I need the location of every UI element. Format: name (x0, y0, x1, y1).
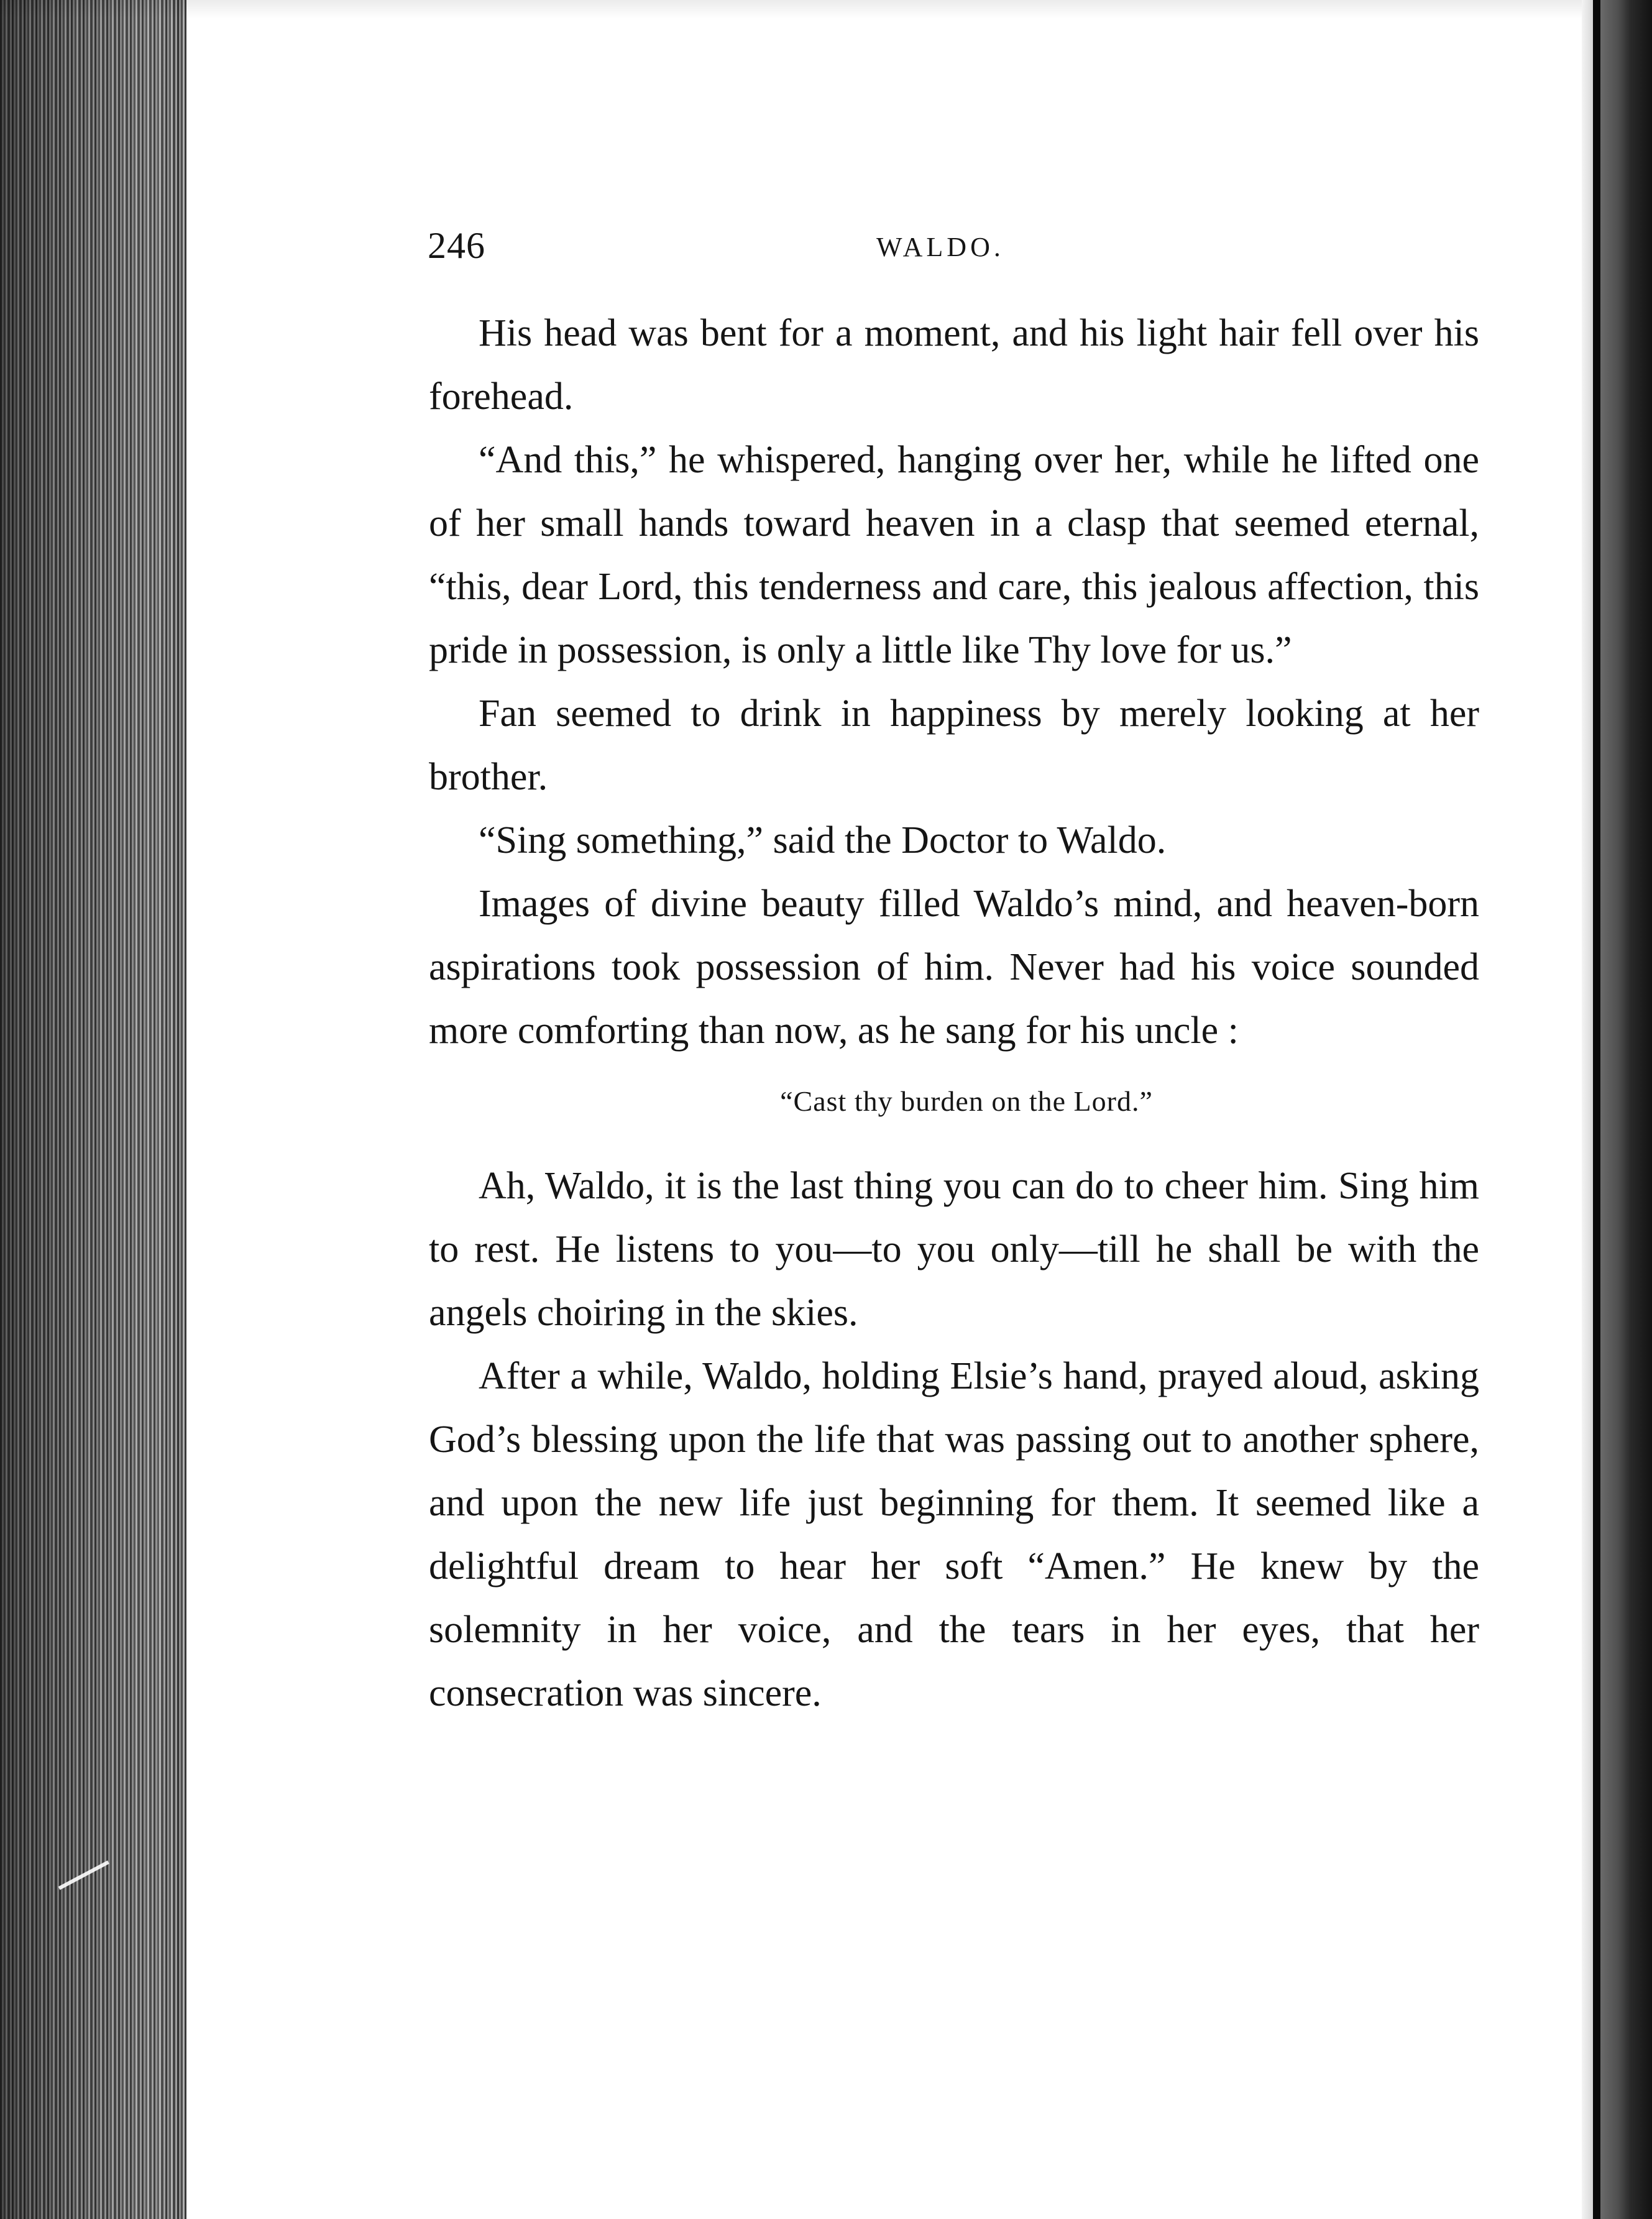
binding-gap (1582, 0, 1593, 2219)
paragraph: His head was bent for a moment, and his light hair fell over his forehead. (429, 312, 1479, 418)
page-number: 246 (428, 225, 485, 266)
top-shadow (0, 0, 1652, 19)
paragraph: Images of divine beauty filled Waldo’s mind, and heaven-born aspirations took possession of him. Never had his voice sounded more comforting than now, as he sang for his uncle : (429, 883, 1479, 1052)
paragraph: Fan seemed to drink in happiness by merely looking at her brother. (429, 692, 1479, 798)
paragraph: “And this,” he whispered, hanging over her, while he lifted one of her small hands toward heaven in a clasp that seemed eternal, “this, dear Lord, this tenderness and care, this jealous affection, this pride in possession, is only a little like Thy love for us.” (429, 439, 1479, 671)
paragraph: Ah, Waldo, it is the last thing you can do to cheer him. Sing him to rest. He listens to you—to you only—till he shall be with the angels choiring in the skies. (429, 1165, 1479, 1334)
paragraph: “Sing something,” said the Doctor to Waldo. (479, 819, 1167, 861)
paragraph: After a while, Waldo, holding Elsie’s hand, prayed aloud, asking God’s blessing upon the life that was passing out to another sphere, and upon the new life just beginning for them. It seemed like a delightful dream to hear her soft “Amen.” He knew by the solemnity in her voice, and the tears in her eyes, that her consecration was sincere. (429, 1355, 1479, 1714)
running-head (429, 221, 1479, 277)
page-content (429, 221, 1479, 1725)
page-edges-shading (0, 0, 186, 2219)
body-text (429, 301, 1479, 1725)
right-binding (1593, 0, 1652, 2219)
running-title: WALDO. (876, 232, 1004, 262)
block-quotation: “Cast thy burden on the Lord.” (780, 1085, 1153, 1117)
